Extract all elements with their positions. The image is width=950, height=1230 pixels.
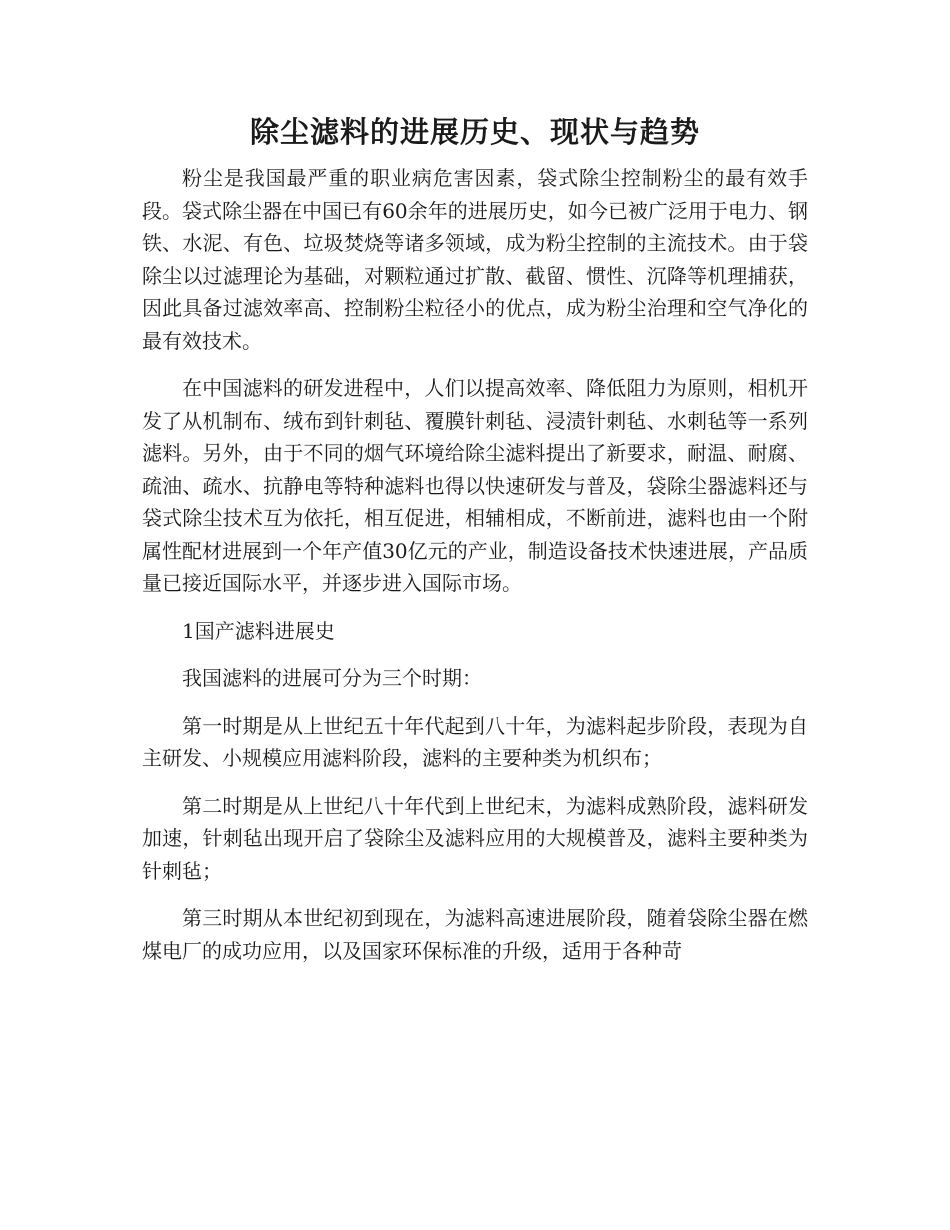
document-title: 除尘滤料的进展历史、现状与趋势 — [249, 115, 700, 149]
section-heading: 1国产滤料进展史 — [182, 618, 335, 643]
paragraph-research: 在中国滤料的研发进程中，人们以提高效率、降低阻力为原则，相机开发了从机制布、绒布到针刺毡、覆膜针刺毡、浸渍针刺毡、水刺毡等一系列滤料。另外，由于不同的烟气环境给除尘滤料提出了新要求，耐温、耐腐、疏油、疏水、抗静电等特种滤料也得以快速研发与普及，袋除尘器滤料还与袋式除尘技术互为依托，相互促进，相辅相成，不断前进，滤料也由一个附属性配材进展到一个年产值30亿元的产业，制造设备技术快速进展，产品质量已接近国际水平，并逐步进入国际市场。 — [142, 376, 808, 595]
paragraph-period-3: 第三时期从本世纪初到现在，为滤料高速进展阶段，随着袋除尘器在燃煤电厂的成功应用，以及国家环保标准的升级，适用于各种苛 — [142, 906, 808, 963]
paragraph-intro: 粉尘是我国最严重的职业病危害因素，袋式除尘控制粉尘的最有效手段。袋式除尘器在中国已有60余年的进展历史，如今已被广泛用于电力、钢铁、水泥、有色、垃圾焚烧等诸多领域，成为粉尘控制的主流技术。由于袋除尘以过滤理论为基础，对颗粒通过扩散、截留、惯性、沉降等机理捕获，因此具备过滤效率高、控制粉尘粒径小的优点，成为粉尘治理和空气净化的最有效技术。 — [142, 166, 808, 353]
document-page — [142, 108, 808, 982]
paragraph-period-1: 第一时期是从上世纪五十年代起到八十年，为滤料起步阶段，表现为自主研发、小规模应用滤料阶段，滤料的主要种类为机织布； — [142, 713, 808, 770]
paragraph-periods-intro: 我国滤料的进展可分为三个时期： — [182, 666, 482, 690]
paragraph-period-2: 第二时期是从上世纪八十年代到上世纪末，为滤料成熟阶段，滤料研发加速，针刺毡出现开启了袋除尘及滤料应用的大规模普及，滤料主要种类为针刺毡； — [142, 793, 808, 883]
